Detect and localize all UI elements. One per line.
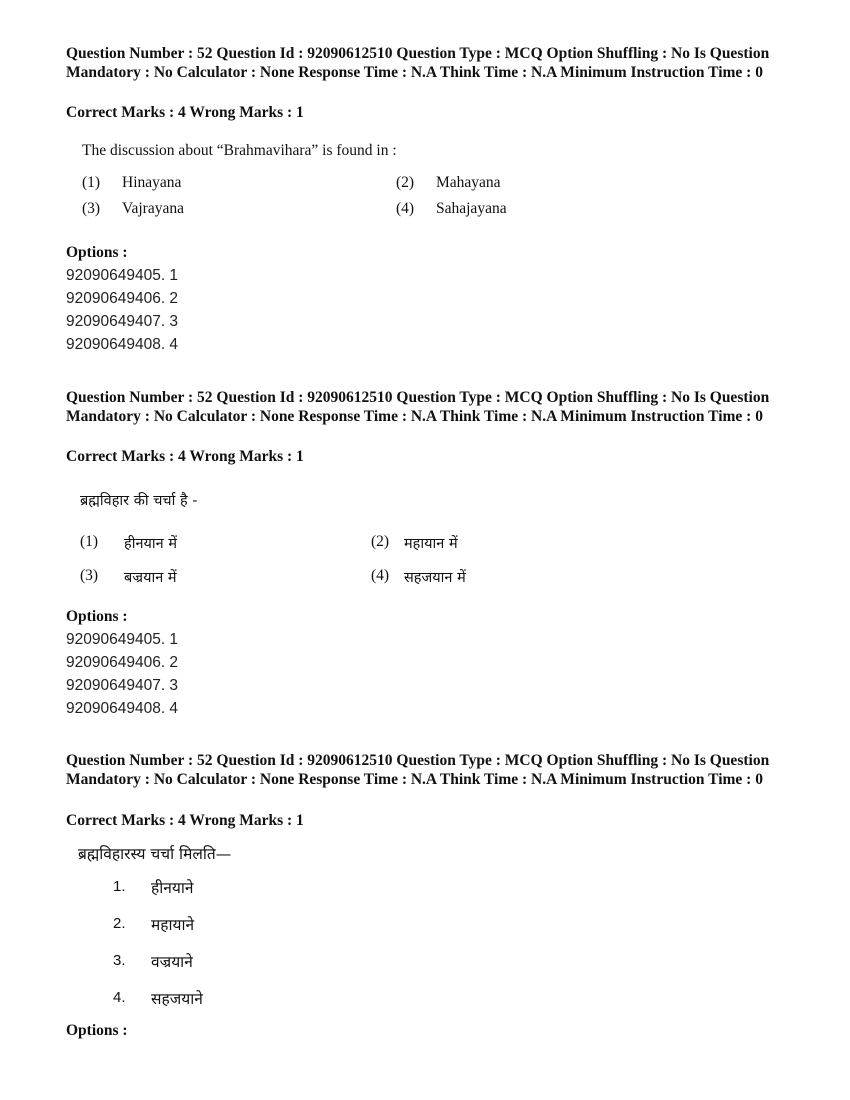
- question-meta: Question Number : 52 Question Id : 92090612510 Question Type : MCQ Option Shuffling : No Is Question Mandatory : No Calculator : None Response Time : N.A Think Time : N.A Minimum Instruction Time : 0: [66, 45, 770, 81]
- option-id-line: 92090649408. 4: [66, 700, 179, 717]
- question-meta: Question Number : 52 Question Id : 92090612510 Question Type : MCQ Option Shuffling : No Is Question Mandatory : No Calculator : None Response Time : N.A Think Time : N.A Minimum Instruction Time : 0: [66, 752, 770, 788]
- choice-text: सहजयान में: [404, 570, 466, 586]
- option-id-line: 92090649405. 1: [66, 267, 179, 284]
- choice-number: (4): [371, 567, 390, 584]
- option-id-line: 92090649407. 3: [66, 313, 179, 330]
- question-stem: ब्रह्मविहारस्य चर्चा मिलति—: [78, 845, 232, 863]
- choice-text: बज्रयान में: [124, 570, 177, 586]
- choice-text: सहजयाने: [151, 990, 203, 1008]
- choice-text: Sahajayana: [436, 200, 507, 217]
- choice-text: हीनयाने: [151, 879, 194, 897]
- option-id-line: 92090649406. 2: [66, 290, 179, 307]
- option-id-line: 92090649407. 3: [66, 677, 179, 694]
- marks-line: Correct Marks : 4 Wrong Marks : 1: [66, 104, 304, 121]
- choice-number: (2): [371, 533, 390, 550]
- choice-text: हीनयान में: [124, 536, 177, 552]
- choice-number: (3): [82, 200, 101, 217]
- choice-number: (1): [80, 533, 99, 550]
- question-stem: ब्रह्मविहार की चर्चा है -: [80, 493, 198, 509]
- choice-number: 4.: [113, 989, 126, 1006]
- question-stem: The discussion about “Brahmavihara” is found in :: [82, 142, 397, 159]
- marks-line: Correct Marks : 4 Wrong Marks : 1: [66, 812, 304, 829]
- options-label: Options :: [66, 244, 128, 261]
- options-label: Options :: [66, 608, 128, 625]
- choice-text: Vajrayana: [122, 200, 184, 217]
- choice-number: (4): [396, 200, 415, 217]
- choice-number: (3): [80, 567, 99, 584]
- choice-number: (1): [82, 174, 101, 191]
- option-id-line: 92090649406. 2: [66, 654, 179, 671]
- choice-number: 2.: [113, 915, 126, 932]
- option-id-line: 92090649405. 1: [66, 631, 179, 648]
- choice-number: (2): [396, 174, 415, 191]
- choice-text: Mahayana: [436, 174, 501, 191]
- choice-text: महायाने: [151, 916, 195, 934]
- choice-text: वज्रयाने: [151, 953, 193, 971]
- options-label: Options :: [66, 1022, 128, 1039]
- choice-number: 3.: [113, 952, 126, 969]
- option-id-line: 92090649408. 4: [66, 336, 179, 353]
- marks-line: Correct Marks : 4 Wrong Marks : 1: [66, 448, 304, 465]
- question-meta: Question Number : 52 Question Id : 92090612510 Question Type : MCQ Option Shuffling : No Is Question Mandatory : No Calculator : None Response Time : N.A Think Time : N.A Minimum Instruction Time : 0: [66, 389, 770, 425]
- choice-text: Hinayana: [122, 174, 182, 191]
- choice-text: महायान में: [404, 536, 458, 552]
- choice-number: 1.: [113, 878, 126, 895]
